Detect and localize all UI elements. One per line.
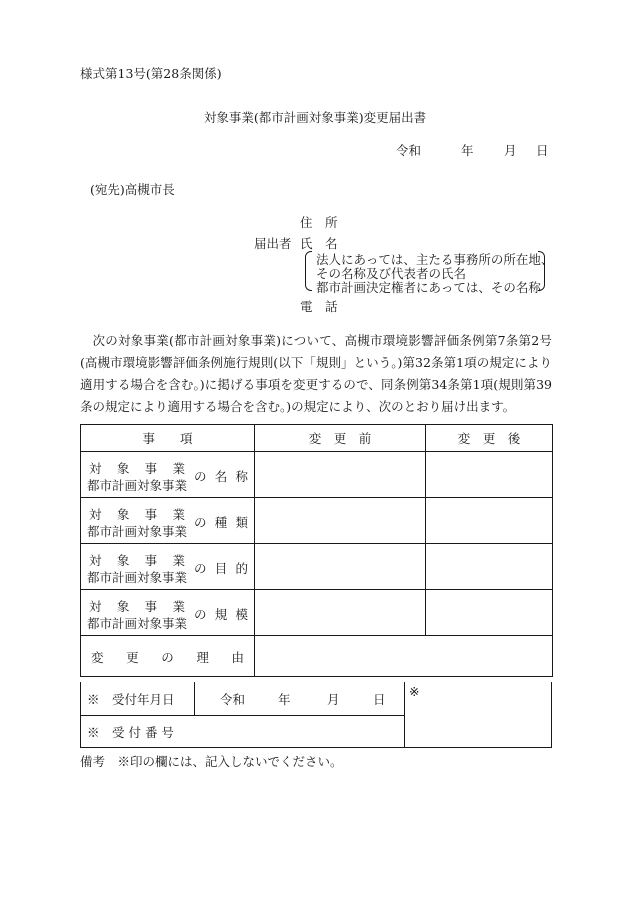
row-label-scale: 対 象 事 業 都市計画対象事業 の 規 模 bbox=[81, 590, 255, 636]
reception-date-month: 月 bbox=[327, 692, 340, 707]
date-month: 月 bbox=[504, 143, 517, 158]
address-label: 住 所 bbox=[300, 215, 338, 230]
table-row bbox=[81, 590, 553, 636]
form-number: 様式第13号(第28条関係) bbox=[80, 66, 222, 81]
before-purpose-field[interactable] bbox=[255, 544, 426, 590]
row-label-name: 対 象 事 業 都市計画対象事業 の 名 称 bbox=[81, 452, 255, 498]
row-label-type: 対 象 事 業 都市計画対象事業 の 種 類 bbox=[81, 498, 255, 544]
table-row bbox=[81, 636, 553, 677]
reception-date-year: 年 bbox=[278, 692, 291, 707]
before-name-field[interactable] bbox=[255, 452, 426, 498]
bracket-line: その名称及び代表者の氏名 bbox=[316, 266, 467, 281]
reason-label: 変 更 の 理 由 bbox=[81, 636, 255, 677]
before-type-field[interactable] bbox=[255, 498, 426, 544]
submitter-label: 届出者 bbox=[254, 236, 292, 251]
header-after: 変 更 後 bbox=[426, 425, 553, 452]
bracket-line: 都市計画決定権者にあっては、その名称 bbox=[316, 280, 541, 295]
remarks-note: 備考 ※印の欄には、記入しないでください。 bbox=[80, 754, 343, 769]
header-item: 事 項 bbox=[81, 425, 255, 452]
row-label-purpose: 対 象 事 業 都市計画対象事業 の 目 的 bbox=[81, 544, 255, 590]
after-purpose-field[interactable] bbox=[426, 544, 553, 590]
header-before: 変 更 前 bbox=[255, 425, 426, 452]
reason-field[interactable] bbox=[255, 636, 553, 677]
after-scale-field[interactable] bbox=[426, 590, 553, 636]
bracket-line: 法人にあっては、主たる事務所の所在地、 bbox=[316, 252, 554, 267]
page-title: 対象事業(都市計画対象事業)変更届出書 bbox=[203, 110, 427, 125]
table-row bbox=[81, 544, 553, 590]
reception-date-era: 令和 bbox=[220, 692, 246, 707]
after-name-field[interactable] bbox=[426, 452, 553, 498]
date-year: 年 bbox=[461, 143, 474, 158]
reception-date-label: ※ 受付年月日 bbox=[87, 692, 175, 707]
before-scale-field[interactable] bbox=[255, 590, 426, 636]
change-table bbox=[80, 424, 553, 677]
after-type-field[interactable] bbox=[426, 498, 553, 544]
phone-label: 電 話 bbox=[300, 299, 338, 314]
applicant-bracket-note bbox=[305, 251, 554, 295]
addressee: (宛先)高槻市長 bbox=[90, 182, 175, 197]
table-row bbox=[81, 452, 553, 498]
reception-number-label: ※ 受 付 番 号 bbox=[87, 725, 174, 740]
body-text: 次の対象事業(都市計画対象事業)について、高槻市環境影響評価条例第7条第2号(高槻市環境影響評価条例施行規則(以下「規則」という。)第32条第1項の規定により適用する場合を含む。)に掲げる事項を変更するので、同条例第34条第1項(規則第39条の規定により適用する場合を含む。)の規定により、次のとおり届け出ます。 bbox=[80, 333, 552, 414]
name-label: 氏 名 bbox=[300, 236, 338, 251]
date-day: 日 bbox=[536, 143, 549, 158]
reception-box bbox=[80, 682, 552, 748]
table-row bbox=[81, 498, 553, 544]
reception-date-day: 日 bbox=[373, 692, 386, 707]
official-use-mark: ※ bbox=[409, 684, 420, 699]
date-era: 令和 bbox=[396, 143, 422, 158]
